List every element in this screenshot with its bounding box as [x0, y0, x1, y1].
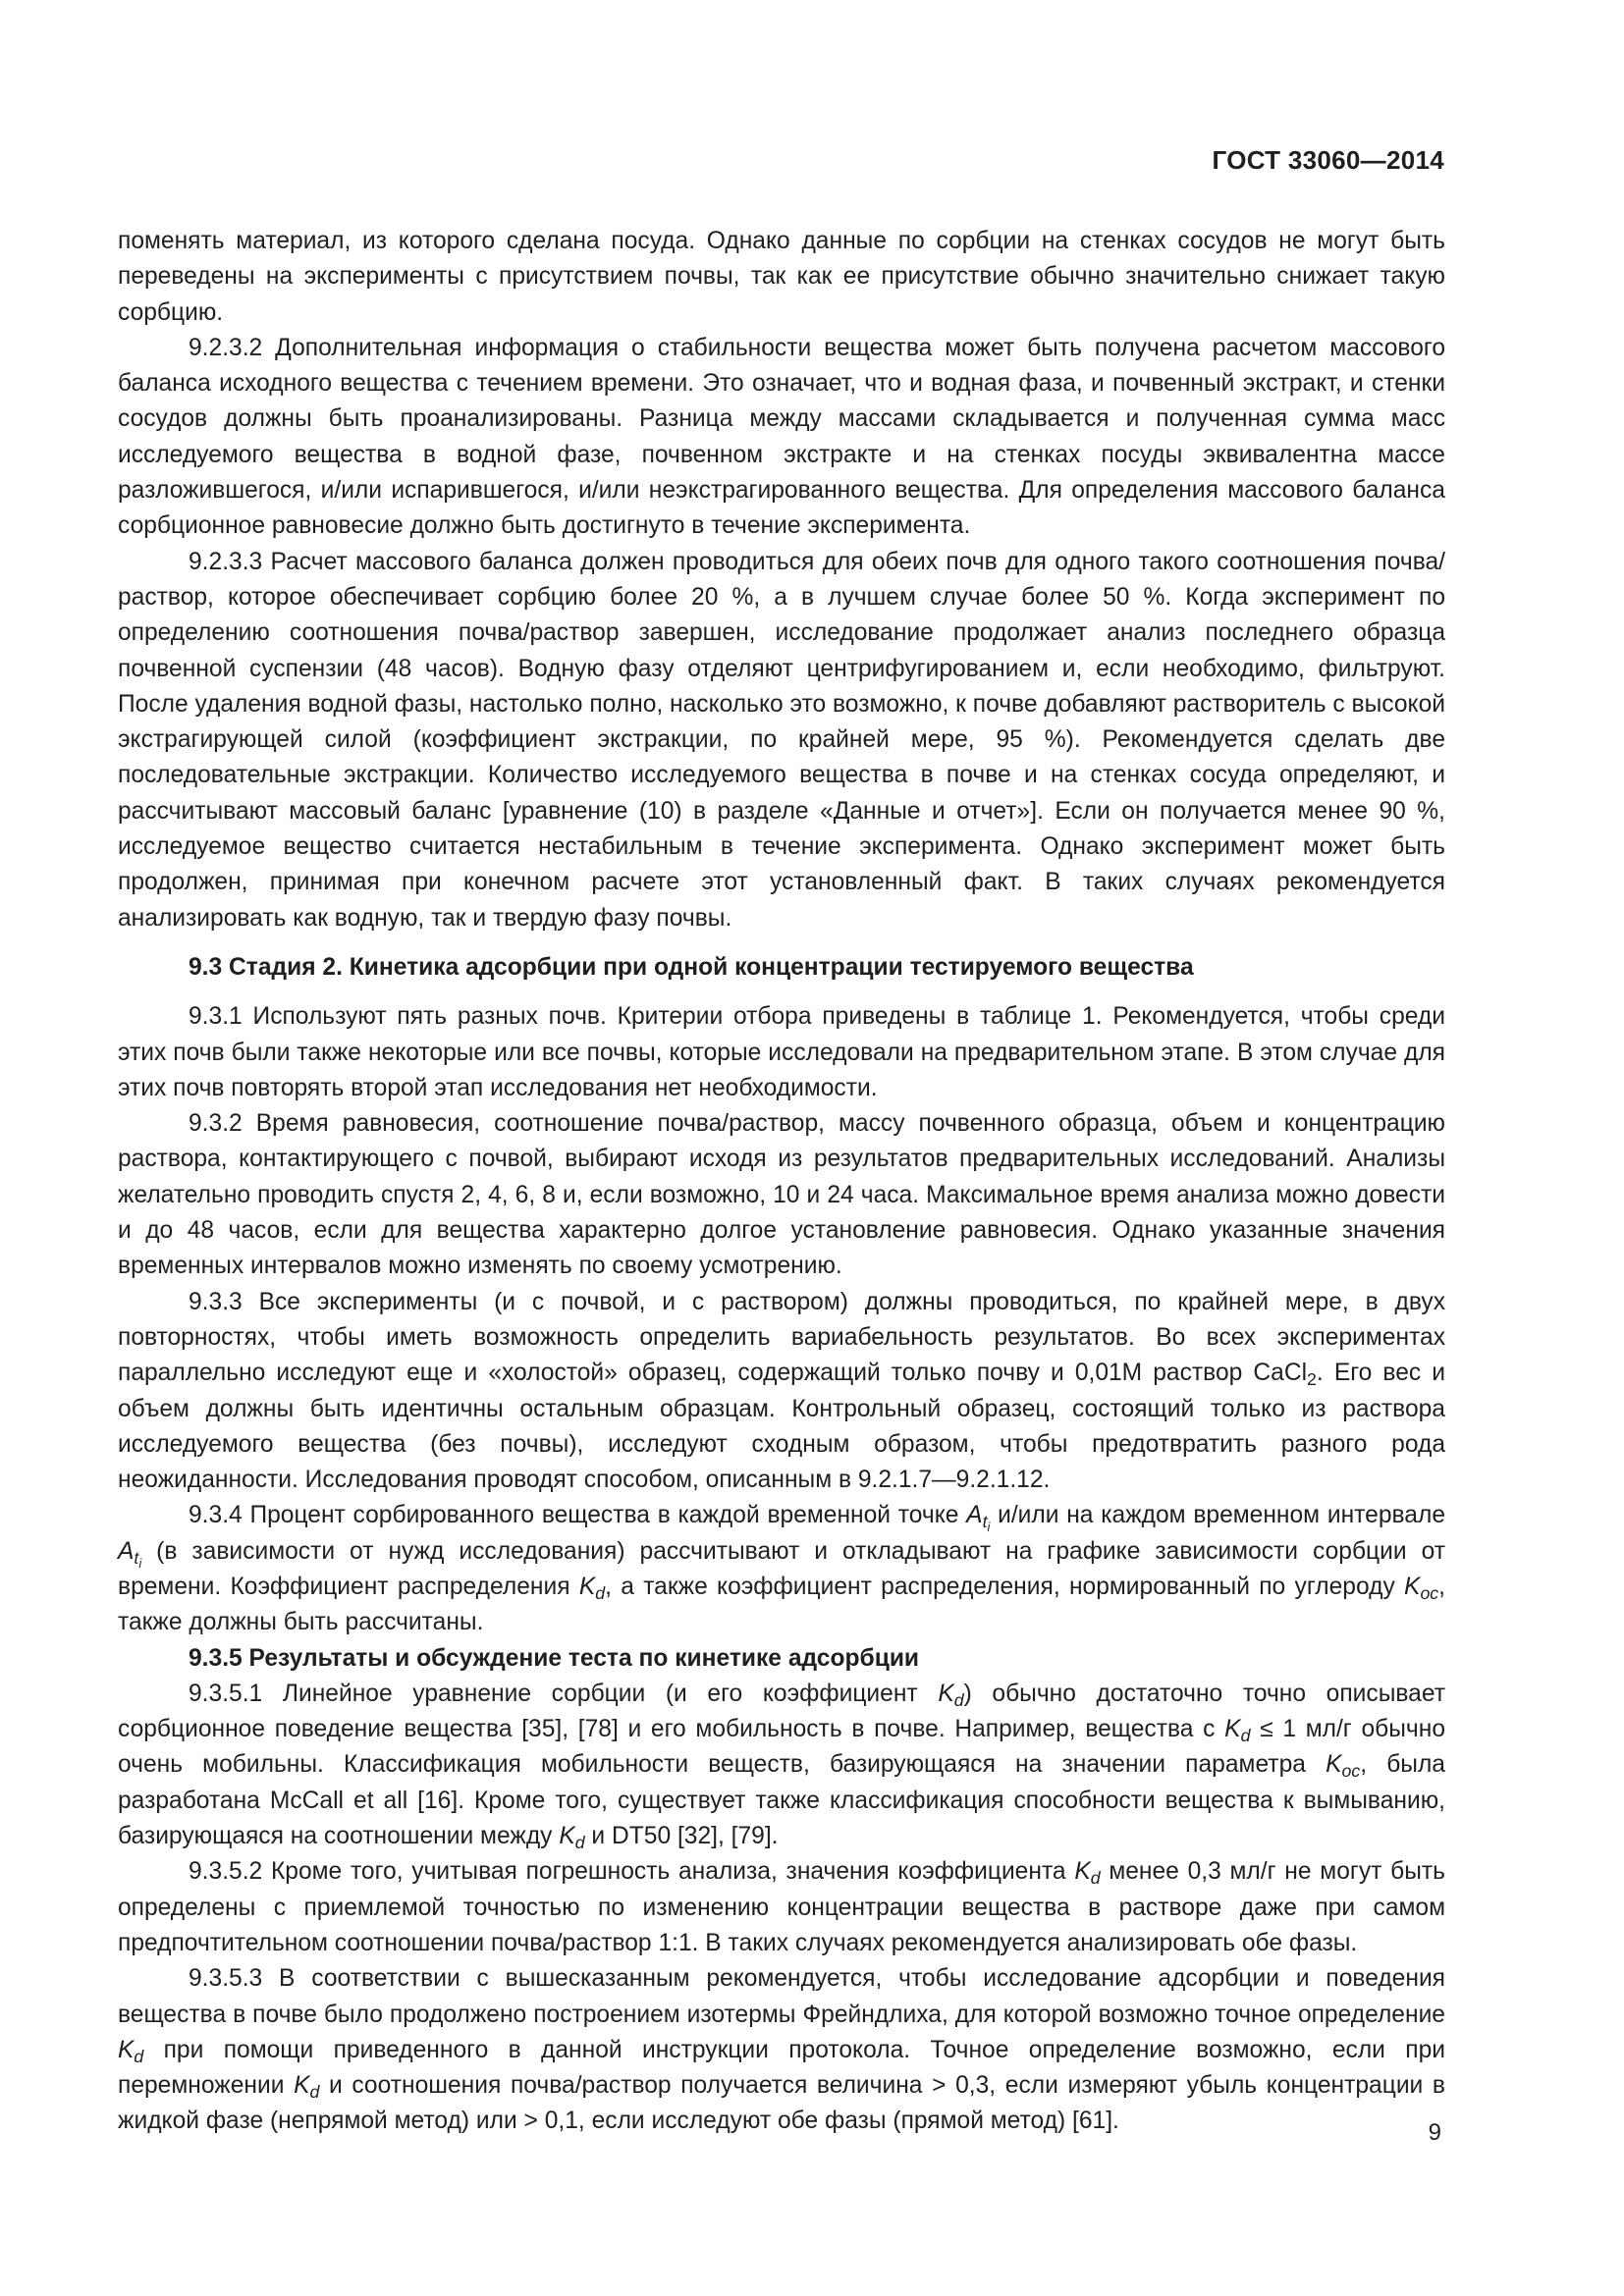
symbol: K — [1224, 1716, 1241, 1743]
symbol: K — [1404, 1573, 1421, 1600]
text-run: (в зависимости от нужд исследования) рассчитывают и откладывают на графике зависимости сорбции от времени. Коэффициент распределения — [118, 1537, 1445, 1600]
paragraph-9-2-3-3: 9.2.3.3 Расчет массового баланса должен проводиться для обеих почв для одного такого соотношения почва/раствор, которое обеспечивает сорбцию более 20 %, а в лучшем случае более 50 %. Когда эксперимент по определению соотношения почва/раствор завершен, исследование продолжает анализ последнего образца почвенной суспензии (48 часов). Водную фазу отделяют центрифугированием и, если необходимо, фильтруют. После удаления водной фазы, настолько полно, насколько это возможно, к почве добавляют растворитель с высокой экстрагирующей силой (коэффициент экстракции, по крайней мере, 95 %). Рекомендуется сделать две последовательные экстракции. Количество исследуемого вещества в почве и на стенках сосуда определяют, и рассчитывают массовый баланс [уравнение (10) в разделе «Данные и отчет»]. Если он получается менее 90 %, исследуемое вещество считается нестабильным в течение эксперимента. Однако эксперимент может быть продолжен, принимая при конечном расчете этот установленный факт. В таких случаях рекомендуется анализировать как водную, так и твердую фазу почвы. — [118, 548, 1445, 932]
subscript: d — [953, 1689, 964, 1710]
subscript: oc — [1341, 1761, 1361, 1782]
subscript-symbol: t — [134, 1547, 139, 1568]
subscript: d — [574, 1833, 585, 1853]
symbol: K — [118, 2036, 135, 2063]
section-heading-9-3: 9.3 Стадия 2. Кинетика адсорбции при одной концентрации тестируемого вещества — [189, 953, 1194, 981]
symbol: A — [966, 1502, 983, 1529]
subscript: d — [309, 2082, 320, 2103]
text-run: 9.3.5.1 Линейное уравнение сорбции (и его коэффициент — [189, 1680, 939, 1707]
text-run: менее 0,3 мл/г не могут быть определены с приемлемой точностью по изменению концентрации вещества в растворе даже при самом предпочтительном соотношении почва/раствор 1:1. В таких случаях рекомендуется анализировать обе фазы. — [118, 1858, 1445, 1956]
text-run: ≤ 1 мл/г обычно очень мобильны. Классификация мобильности веществ, базирующаяся на значении параметра — [118, 1716, 1445, 1779]
symbol: K — [1074, 1858, 1091, 1886]
section-heading-9-3-5: 9.3.5 Результаты и обсуждение теста по кинетике адсорбции — [189, 1644, 920, 1672]
page-number: 9 — [1428, 2119, 1441, 2146]
subscript: d — [1090, 1868, 1101, 1889]
text-run: . Его вес и объем должны быть идентичны остальным образцам. Контрольный образец, состоящий только из раствора исследуемого вещества (без почвы), исследуют сходным образом, чтобы предотвратить разного рода неожиданности. Исследования проводят способом, описанным в 9.2.1.7—9.2.1.12. — [118, 1360, 1445, 1494]
paragraph-9-3-5-2 — [118, 1854, 1445, 1961]
paragraph-9-3-1: 9.3.1 Используют пять разных почв. Критерии отбора приведены в таблице 1. Рекомендуется, чтобы среди этих почв были также некоторые или все почвы, которые исследовали на предварительном этапе. В этом случае для этих почв повторять второй этап исследования нет необходимости. — [118, 1003, 1445, 1101]
symbol: A — [118, 1537, 135, 1565]
text-run: , была разработана McCall et all [16]. Кроме того, существует также классификация способности вещества к вымыванию, базирующаяся на соотношении между — [118, 1751, 1445, 1850]
symbol: K — [559, 1823, 575, 1850]
subscript: d — [134, 2046, 144, 2066]
paragraph-9-3-4 — [118, 1498, 1445, 1640]
document-body — [118, 224, 1445, 2140]
text-run: 9.3.5.2 Кроме того, учитывая погрешность анализа, значения коэффициента — [189, 1858, 1075, 1886]
subscript-symbol: i — [987, 1520, 991, 1535]
symbol: K — [294, 2072, 310, 2100]
subscript-symbol: i — [138, 1555, 142, 1571]
symbol: K — [1326, 1751, 1342, 1779]
symbol: K — [578, 1573, 596, 1600]
subscript — [134, 1547, 142, 1571]
subscript-symbol: t — [982, 1512, 988, 1532]
paragraph-9-3-5-1 — [118, 1677, 1445, 1854]
text-run: и/или на каждом временном интервале — [990, 1502, 1445, 1529]
text-run: , а также коэффициент распределения, нормированный по углероду — [605, 1573, 1405, 1600]
subscript: d — [595, 1582, 606, 1603]
subscript: d — [1240, 1726, 1251, 1746]
text-run: 9.3.4 Процент сорбированного вещества в каждой временной точке — [189, 1502, 967, 1529]
text-run: , также должны быть рассчитаны. — [118, 1573, 1445, 1636]
paragraph-9-3-5-3 — [118, 1961, 1445, 2139]
text-run: и DT50 [32], [79]. — [584, 1823, 779, 1850]
text-run: ) обычно достаточно точно описывает сорбционное поведение вещества [35], [78] и его мобильность в почве. Например, вещества с — [118, 1680, 1445, 1743]
subscript: 2 — [1307, 1369, 1317, 1390]
paragraph-continuation: поменять материал, из которого сделана посуда. Однако данные по сорбции на стенках сосудов не могут быть переведены на эксперименты с присутствием почвы, так как ее присутствие обычно значительно снижает такую сорбцию. — [118, 228, 1445, 326]
text-run: при помощи приведенного в данной инструкции протокола. Точное определение возможно, если при перемножении — [118, 2036, 1445, 2100]
paragraph-9-3-3 — [118, 1285, 1445, 1499]
text-run: 9.3.5.3 В соответствии с вышесказанным рекомендуется, чтобы исследование адсорбции и поведения вещества в почве было продолжено построением изотермы Фрейндлиха, для которой возможно точное определение — [118, 1965, 1445, 2028]
text-run: 9.3.3 Все эксперименты (и с почвой, и с раствором) должны проводиться, по крайней мере, в двух повторностях, чтобы иметь возможность определить вариабельность результатов. Во всех экспериментах параллельно исследуют еще и «холостой» образец, содержащий только почву и 0,01М раствор CaCl — [118, 1288, 1445, 1387]
text-run: и соотношения почва/раствор получается величина > 0,3, если измеряют убыль концентрации в жидкой фазе (непрямой метод) или > 0,1, если исследуют обе фазы (прямой метод) [61]. — [118, 2072, 1445, 2135]
paragraph-9-2-3-2: 9.2.3.2 Дополнительная информация о стабильности вещества может быть получена расчетом массового баланса исходного вещества с течением времени. Это означает, что и водная фаза, и почвенный экстракт, и стенки сосудов должны быть проанализированы. Разница между массами складывается и полученная сумма масс исследуемого вещества в водной фазе, почвенном экстракте и на стенках посуды эквивалентна массе разложившегося, и/или испарившегося, и/или неэкстрагированного вещества. Для определения массового баланса сорбционное равновесие должно быть достигнуто в течение эксперимента. — [118, 334, 1445, 540]
paragraph-9-3-2: 9.3.2 Время равновесия, соотношение почва/раствор, массу почвенного образца, объем и концентрацию раствора, контактирующего с почвой, выбирают исходя из результатов предварительных исследований. Анализы желательно проводить спустя 2, 4, 6, 8 и, если возможно, 10 и 24 часа. Максимальное время анализа можно довести и до 48 часов, если для вещества характерно долгое установление равновесия. Однако указанные значения временных интервалов можно изменять по своему усмотрению. — [118, 1110, 1445, 1280]
subscript: oc — [1420, 1582, 1439, 1603]
document-header-code: ГОСТ 33060—2014 — [1212, 145, 1444, 175]
symbol: K — [938, 1680, 954, 1707]
